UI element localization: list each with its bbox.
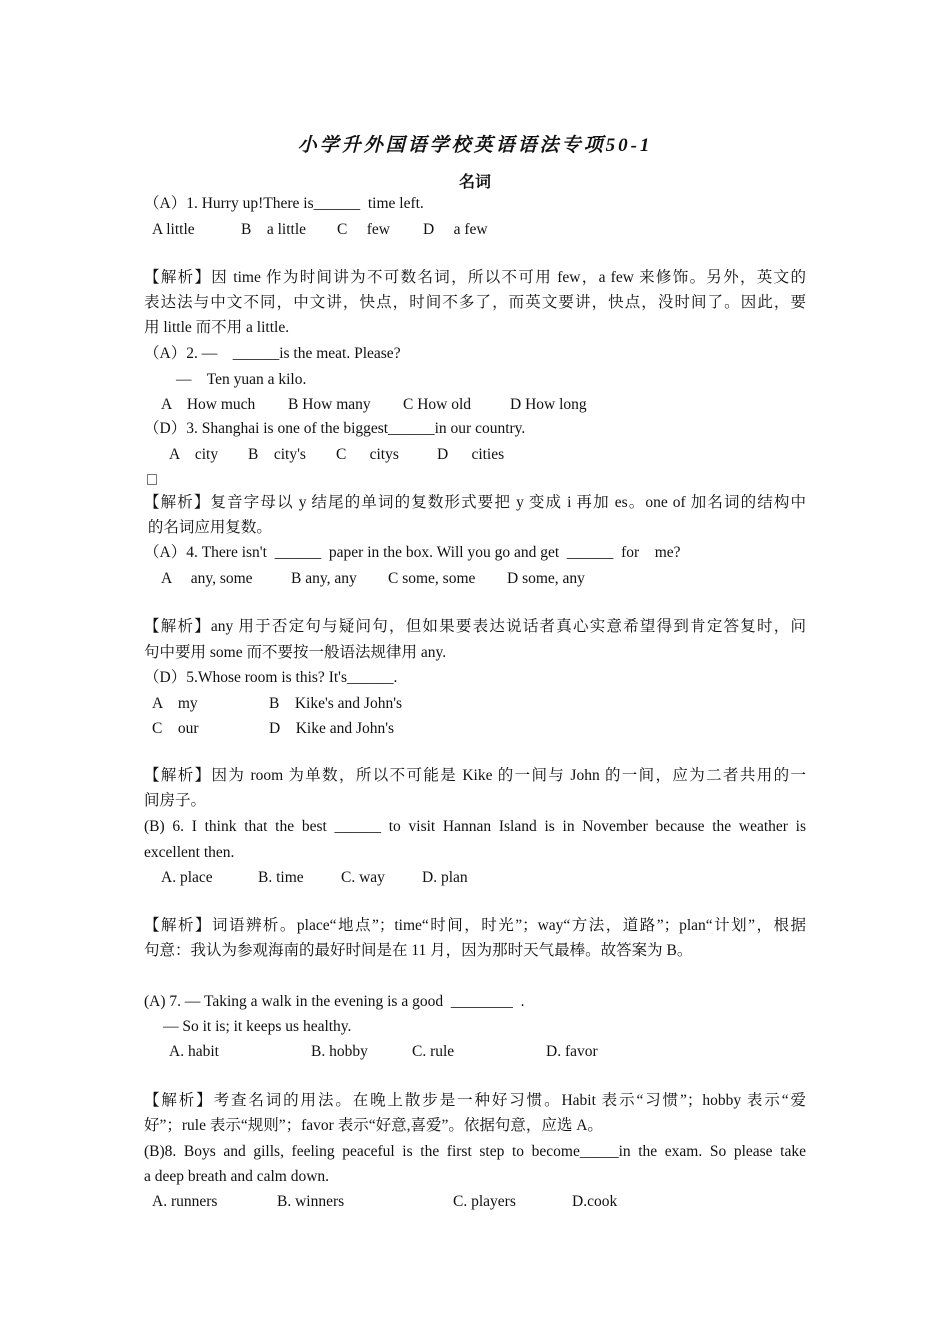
q6-option-b: B. time (258, 869, 304, 886)
q5-option-d: D Kike and John's (269, 720, 395, 737)
q3-option-b: B city's (248, 446, 306, 463)
q2-option-d: D How long (510, 396, 587, 413)
q6-stem: (B) 6. I think that the best ______ to visit Hannan Island is in November because the weather is (144, 818, 806, 835)
q1-explanation-line: 【解析】因 time 作为时间讲为不可数名词，所以不可用 few，a few 来修饰。另外，英文的 (144, 269, 806, 286)
q5-option-b: B Kike's and John's (269, 695, 403, 712)
q7-reply: — So it is; it keeps us healthy. (163, 1018, 352, 1035)
q2-option-c: C How old (403, 396, 472, 413)
q5-option-a: A my (152, 695, 198, 712)
empty-box-glyph (147, 474, 157, 485)
q1-stem: （A）1. Hurry up!There is______ time left. (144, 195, 424, 212)
q4-explanation-line: 句中要用 some 而不要按一般语法规律用 any. (144, 644, 447, 661)
q7-option-c: C. rule (412, 1043, 455, 1060)
q4-option-c: C some, some (388, 570, 476, 587)
q7-explanation-line: 好”；rule 表示“规则”；favor 表示“好意,喜爱”。依据句意，应选 A。 (144, 1117, 603, 1134)
q8-option-a: A. runners (152, 1193, 218, 1210)
q7-option-a: A. habit (169, 1043, 219, 1060)
q4-stem: （A）4. There isn't ______ paper in the box. Will you go and get ______ for me? (144, 544, 681, 561)
q2-option-b: B How many (288, 396, 371, 413)
document-subtitle: 名词 (458, 174, 491, 191)
q1-option-a: A little (152, 221, 195, 238)
q1-explanation-line: 用 little 而不用 a little. (144, 319, 290, 336)
q3-option-c: C citys (336, 446, 399, 463)
q8-option-b: B. winners (277, 1193, 345, 1210)
q3-explanation-line: 【解析】复音字母以 y 结尾的单词的复数形式要把 y 变成 i 再加 es。one of 加名词的结构中 (144, 494, 806, 511)
q7-option-b: B. hobby (311, 1043, 368, 1060)
q7-stem: (A) 7. — Taking a walk in the evening is a good ________ . (144, 993, 525, 1010)
q6-option-a: A. place (161, 869, 213, 886)
q3-stem: （D）3. Shanghai is one of the biggest______in our country. (144, 420, 526, 437)
q7-option-d: D. favor (546, 1043, 598, 1060)
q1-option-d: D a few (423, 221, 488, 238)
q7-explanation-line: 【解析】考查名词的用法。在晚上散步是一种好习惯。Habit 表示“习惯”；hobby 表示“爱 (144, 1092, 806, 1109)
q2-stem: （A）2. — ______is the meat. Please? (144, 345, 401, 362)
q8-option-c: C. players (453, 1193, 516, 1210)
q1-option-b: B a little (241, 221, 307, 238)
q1-option-c: C few (337, 221, 390, 238)
q4-option-a: A any, some (161, 570, 253, 587)
q4-option-b: B any, any (291, 570, 357, 587)
q2-reply: — Ten yuan a kilo. (176, 371, 307, 388)
q3-option-a: A city (169, 446, 219, 463)
q5-option-c: C our (152, 720, 199, 737)
q6-explanation-line: 【解析】词语辨析。place“地点”；time“时间，时光”；way“方法，道路”；plan“计划”，根据 (144, 917, 806, 934)
q8-stem-continued: a deep breath and calm down. (144, 1168, 330, 1185)
q6-explanation-line: 句意：我认为参观海南的最好时间是在 11 月，因为那时天气最棒。故答案为 B。 (144, 942, 693, 959)
q6-option-c: C. way (341, 869, 385, 886)
q4-explanation-line: 【解析】any 用于否定句与疑问句，但如果要表达说话者真心实意希望得到肯定答复时，问 (144, 618, 806, 635)
q5-explanation-line: 间房子。 (144, 792, 207, 809)
q8-option-d: D.cook (572, 1193, 618, 1210)
q6-stem-continued: excellent then. (144, 844, 235, 861)
q3-option-d: D cities (437, 446, 505, 463)
q2-option-a: A How much (161, 396, 256, 413)
document-title: 小学升外国语学校英语语法专项50-1 (297, 135, 653, 156)
q3-explanation-line: 的名词应用复数。 (144, 519, 272, 536)
q1-explanation-line: 表达法与中文不同，中文讲，快点，时间不多了，而英文要讲，快点，没时间了。因此，要 (144, 294, 806, 311)
q5-explanation-line: 【解析】因为 room 为单数，所以不可能是 Kike 的一间与 John 的一间，应为二者共用的一 (144, 767, 806, 784)
q8-stem: (B)8. Boys and gills, feeling peaceful is the first step to become_____in the exam. So please take (144, 1143, 806, 1160)
q5-stem: （D）5.Whose room is this? It's______. (144, 669, 398, 686)
q6-option-d: D. plan (422, 869, 468, 886)
q4-option-d: D some, any (507, 570, 585, 587)
